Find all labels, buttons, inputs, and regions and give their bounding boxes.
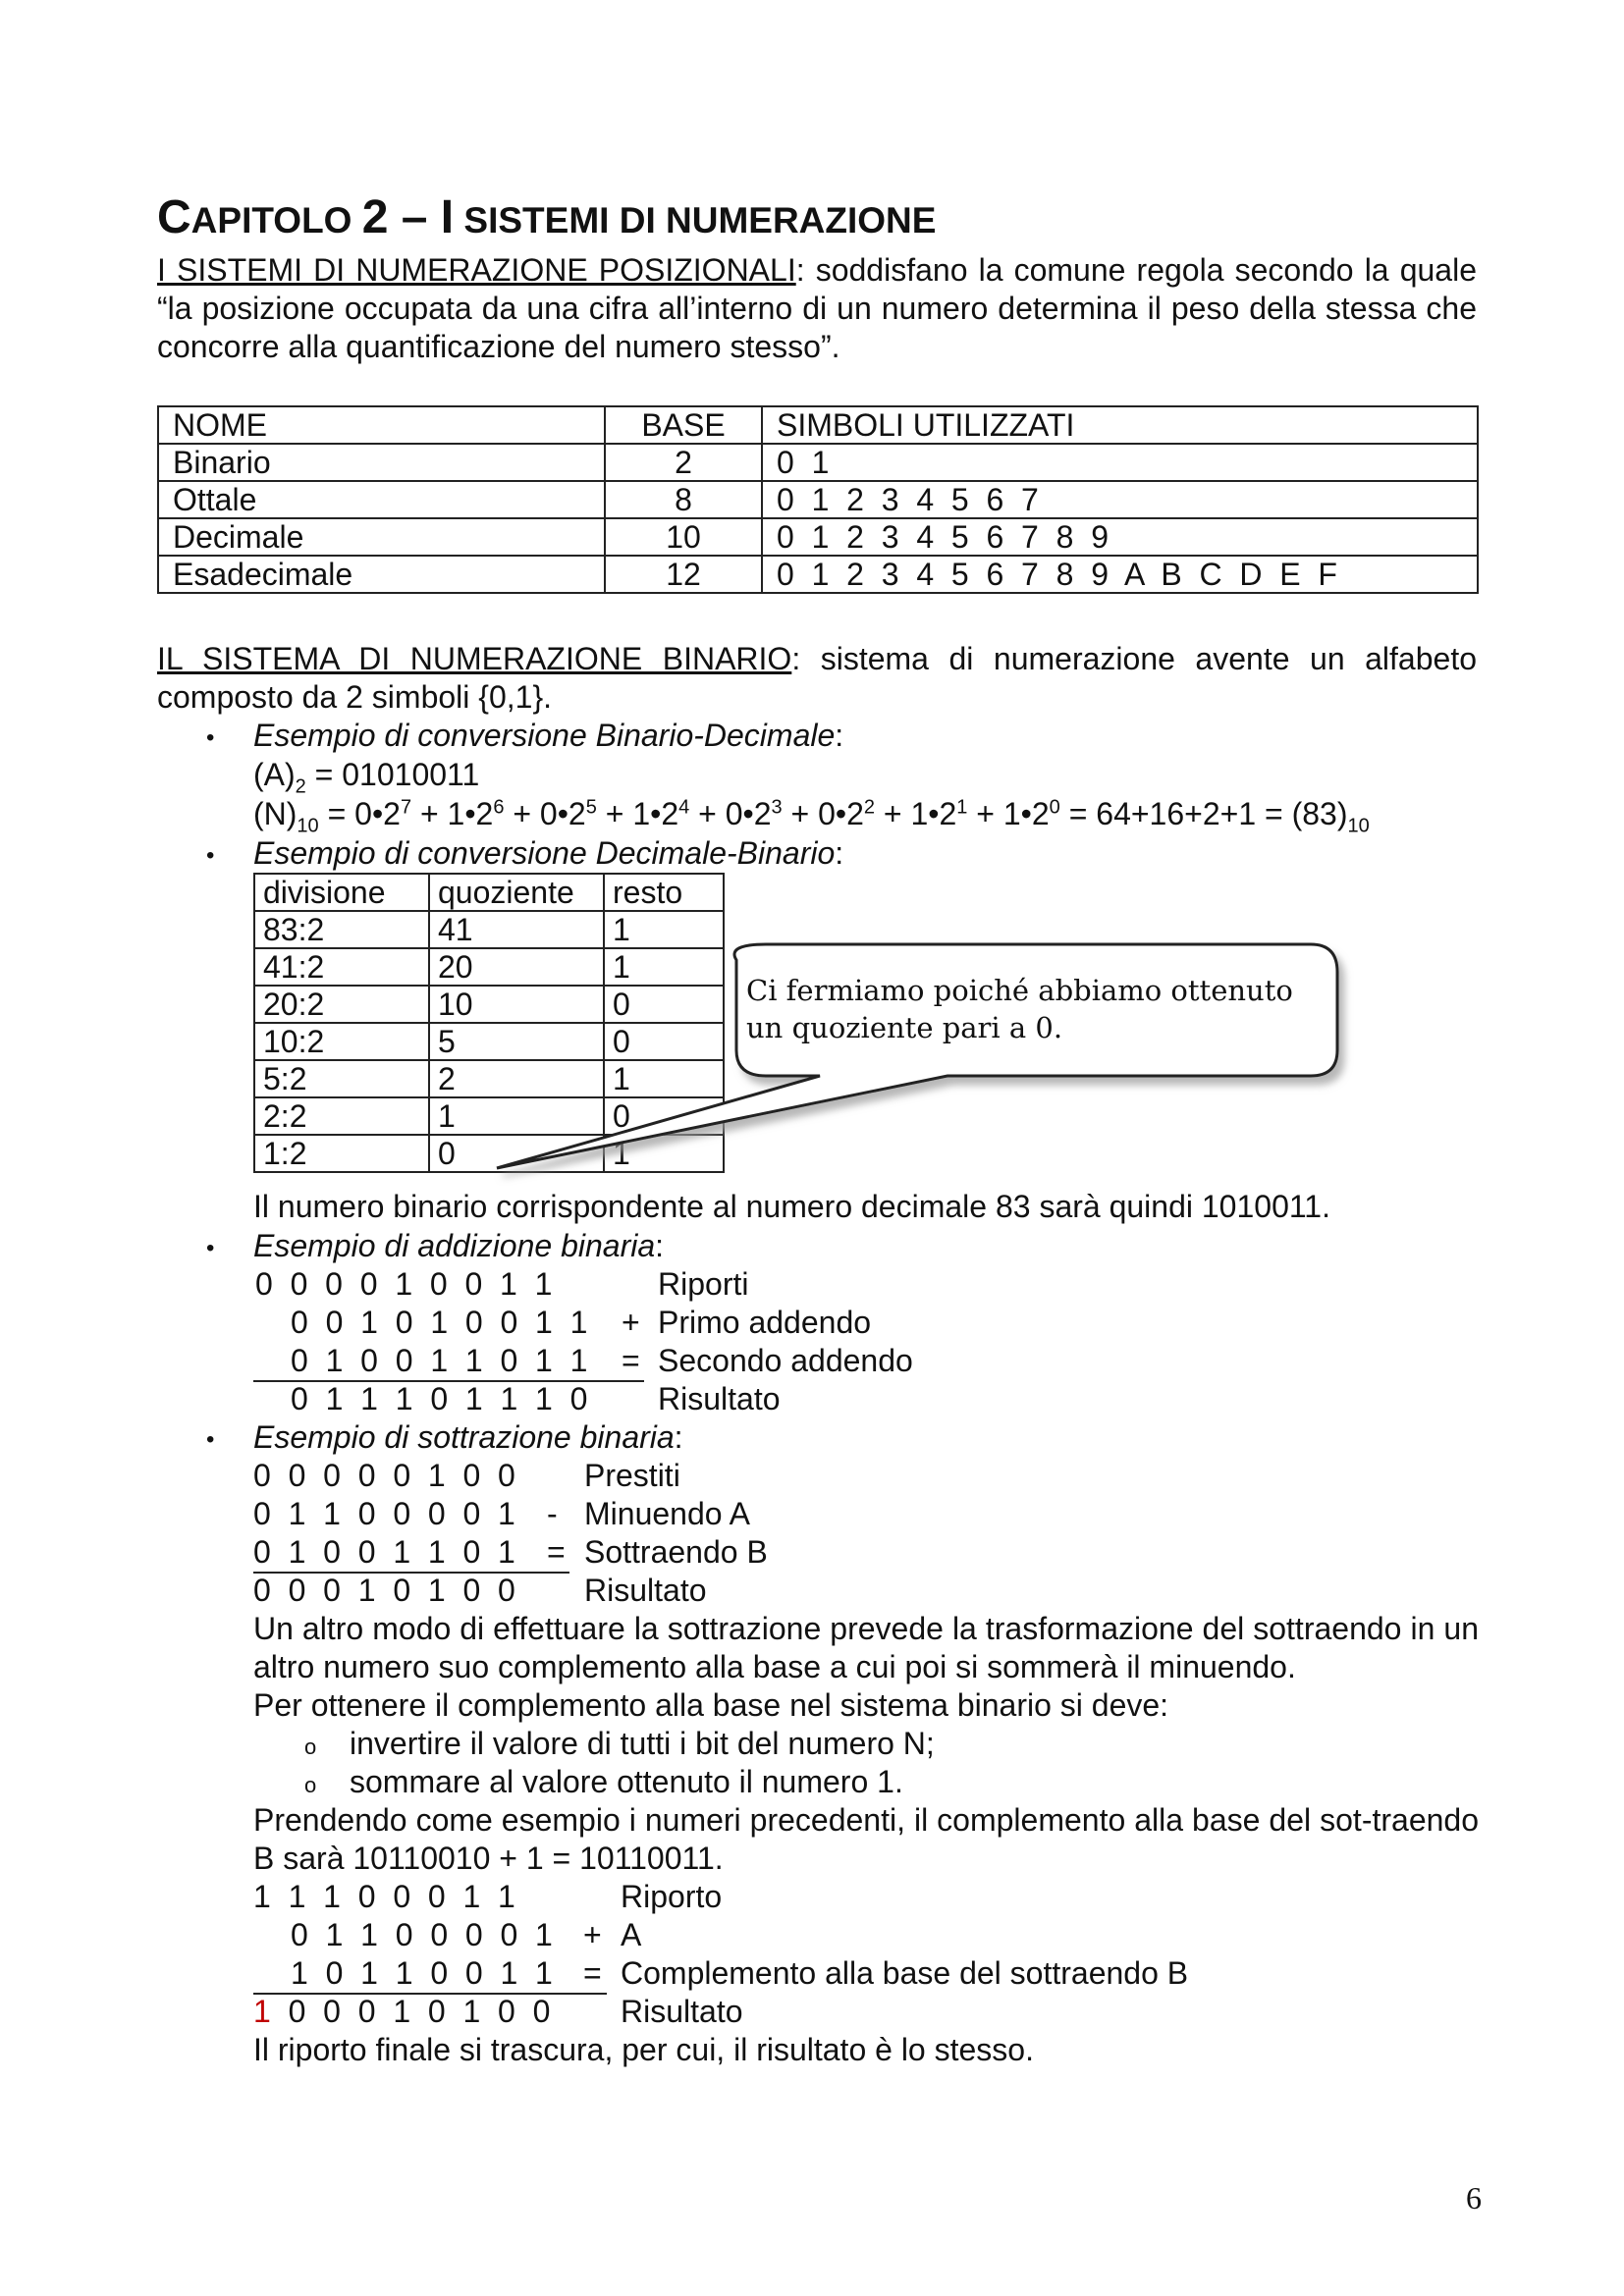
ex4-title: Esempio di sottrazione binaria: xyxy=(253,1419,683,1455)
power-exponent: 5 xyxy=(585,796,597,819)
comp-row-label: Risultato xyxy=(621,1994,743,2029)
comp-row-label: Riporto xyxy=(621,1879,723,1914)
sub-op: - xyxy=(547,1496,558,1531)
table-row: Esadecimale 12 0 1 2 3 4 5 6 7 8 9 A B C D E F xyxy=(158,556,1478,593)
table-row: 41:2 20 1 xyxy=(254,948,724,986)
bullet-icon: • xyxy=(206,724,215,751)
bullet-icon: • xyxy=(206,1235,215,1261)
sub-row-label: Risultato xyxy=(584,1573,707,1608)
sub-row: 0 1 1 0 0 0 0 1 xyxy=(253,1496,515,1531)
power-exponent: 7 xyxy=(400,796,412,819)
table-row: 2:2 1 0 xyxy=(254,1097,724,1135)
bullet-icon: • xyxy=(206,842,215,869)
comp-row: 1 0 1 1 0 0 1 1 xyxy=(291,1955,553,1991)
table-header-row: NOME BASE SIMBOLI UTILIZZATI xyxy=(158,406,1478,444)
sub-row: 0 0 0 1 0 1 0 0 xyxy=(253,1573,515,1608)
power-exponent: 4 xyxy=(678,796,690,819)
table-row: Ottale 8 0 1 2 3 4 5 6 7 xyxy=(158,481,1478,518)
table-row: 83:2 41 1 xyxy=(254,911,724,948)
add-row-label: Secondo addendo xyxy=(658,1343,913,1378)
ex1-n-line: $(N)_{10}$ = $0•2^7$ + $1•2^6$ + $0•2^5$ + $1•2^4$ + $0•2^3$ + $0•2^2$ + $1•2^1$ + $1•2^0 = 64+16+2+1 = (83)_{10}$ xyxy=(253,796,1370,837)
power-exponent: 3 xyxy=(771,796,783,819)
sub-row-label: Prestiti xyxy=(584,1458,680,1493)
sub-row-label: Minuendo A xyxy=(584,1496,751,1531)
table-header-row: divisione quoziente resto xyxy=(254,874,724,911)
comp-op: + xyxy=(583,1917,602,1952)
intro-paragraph: I SISTEMI DI NUMERAZIONE POSIZIONALI: soddisfano la comune regola secondo la quale “la posizione occupata da una cifra all’interno di un numero determina il peso della stessa che concorre alla quantificazione del numero stesso”. xyxy=(157,252,1478,364)
ex1-title: Esempio di conversione Binario-Decimale: xyxy=(253,718,844,753)
comp-row-label: A xyxy=(621,1917,642,1952)
sub-row: 0 0 0 0 0 1 0 0 xyxy=(253,1458,515,1493)
final-note: Il riporto finale si trascura, per cui, il risultato è lo stesso. xyxy=(253,2032,1034,2067)
carry-digit: 1 xyxy=(253,1994,271,2029)
power-term: + 1•2 xyxy=(875,796,957,831)
comp-op: = xyxy=(583,1955,602,1991)
binary-paragraph: IL SISTEMA DI NUMERAZIONE BINARIO: sistema di numerazione avente un alfabeto composto da 2 simboli {0,1}. xyxy=(157,641,1478,715)
add-row-label: Risultato xyxy=(658,1381,781,1416)
power-exponent: 0 xyxy=(1049,796,1060,819)
comp-result-row: 1 0 0 0 1 0 1 0 0 xyxy=(253,1994,551,2029)
power-term: + 1•2 xyxy=(411,796,494,831)
power-term: = 0•2 xyxy=(318,796,401,831)
chapter-title: CAPITOLO 2 – I SISTEMI DI NUMERAZIONE xyxy=(157,191,937,243)
power-exponent: 2 xyxy=(863,796,876,819)
comp-row-label: Complemento alla base del sottraendo B xyxy=(621,1955,1189,1991)
add-row: 0 0 0 0 1 0 0 1 1 xyxy=(255,1266,553,1302)
comp-row: 0 1 1 0 0 0 0 1 xyxy=(291,1917,553,1952)
add-op: = xyxy=(622,1343,640,1378)
ex1-a-line: $(A)_2 = 01010011$ xyxy=(253,757,480,798)
power-term: + 0•2 xyxy=(782,796,864,831)
sub-bullet: sommare al valore ottenuto il numero 1. xyxy=(350,1764,903,1799)
table-row: 1:2 0 1 xyxy=(254,1135,724,1172)
power-term: + 1•2 xyxy=(596,796,679,831)
sub-bullet: invertire il valore di tutti i bit del numero N; xyxy=(350,1726,935,1761)
table-row: Decimale 10 0 1 2 3 4 5 6 7 8 9 xyxy=(158,518,1478,556)
complement-paragraph: Un altro modo di effettuare la sottrazione prevede la trasformazione del sottraendo in un altro numero suo complemento alla base a cui poi si sommerà il minuendo. xyxy=(253,1611,1479,1684)
add-row: 0 1 1 1 0 1 1 1 0 xyxy=(291,1381,588,1416)
sub-row-label: Sottraendo B xyxy=(584,1534,768,1570)
comp-row: 1 1 1 0 0 0 1 1 xyxy=(253,1879,515,1914)
intro-heading: I SISTEMI DI NUMERAZIONE POSIZIONALI xyxy=(157,252,796,288)
add-row: 0 1 0 0 1 1 0 1 1 xyxy=(291,1343,588,1378)
power-term: + 1•2 xyxy=(967,796,1050,831)
bases-table xyxy=(157,405,1479,594)
table-row: Binario 2 0 1 xyxy=(158,444,1478,481)
circle-bullet-icon: o xyxy=(304,1773,317,1797)
ex3-title: Esempio di addizione binaria: xyxy=(253,1228,665,1263)
table-row: 20:2 10 0 xyxy=(254,986,724,1023)
power-term: + 0•2 xyxy=(689,796,772,831)
power-exponent: 6 xyxy=(493,796,505,819)
add-row: 0 0 1 0 1 0 0 1 1 xyxy=(291,1305,588,1340)
add-op: + xyxy=(622,1305,640,1340)
table-row: 5:2 2 1 xyxy=(254,1060,724,1097)
power-exponent: 1 xyxy=(956,796,968,819)
power-term: + 0•2 xyxy=(504,796,586,831)
ex2-title: Esempio di conversione Decimale-Binario: xyxy=(253,835,844,871)
bullet-icon: • xyxy=(206,1426,215,1453)
sub-op: = xyxy=(547,1534,566,1570)
table-row: 10:2 5 0 xyxy=(254,1023,724,1060)
sub-row: 0 1 0 0 1 1 0 1 xyxy=(253,1534,515,1570)
page-number: 6 xyxy=(1466,2180,1482,2216)
add-row-label: Primo addendo xyxy=(658,1305,872,1340)
example-paragraph: Prendendo come esempio i numeri precedenti, il complemento alla base del sot-traendo B sarà 10110010 + 1 = 10110011. xyxy=(253,1802,1479,1876)
callout-text: Ci fermiamo poiché abbiamo ottenuto un quoziente pari a 0. xyxy=(746,974,1293,1044)
add-row-label: Riporti xyxy=(658,1266,749,1302)
binary-heading: IL SISTEMA DI NUMERAZIONE BINARIO xyxy=(157,641,792,676)
circle-bullet-icon: o xyxy=(304,1735,317,1759)
complement-intro: Per ottenere il complemento alla base nel sistema binario si deve: xyxy=(253,1687,1169,1723)
ex2-conclusion: Il numero binario corrispondente al numero decimale 83 sarà quindi 1010011. xyxy=(253,1189,1330,1224)
